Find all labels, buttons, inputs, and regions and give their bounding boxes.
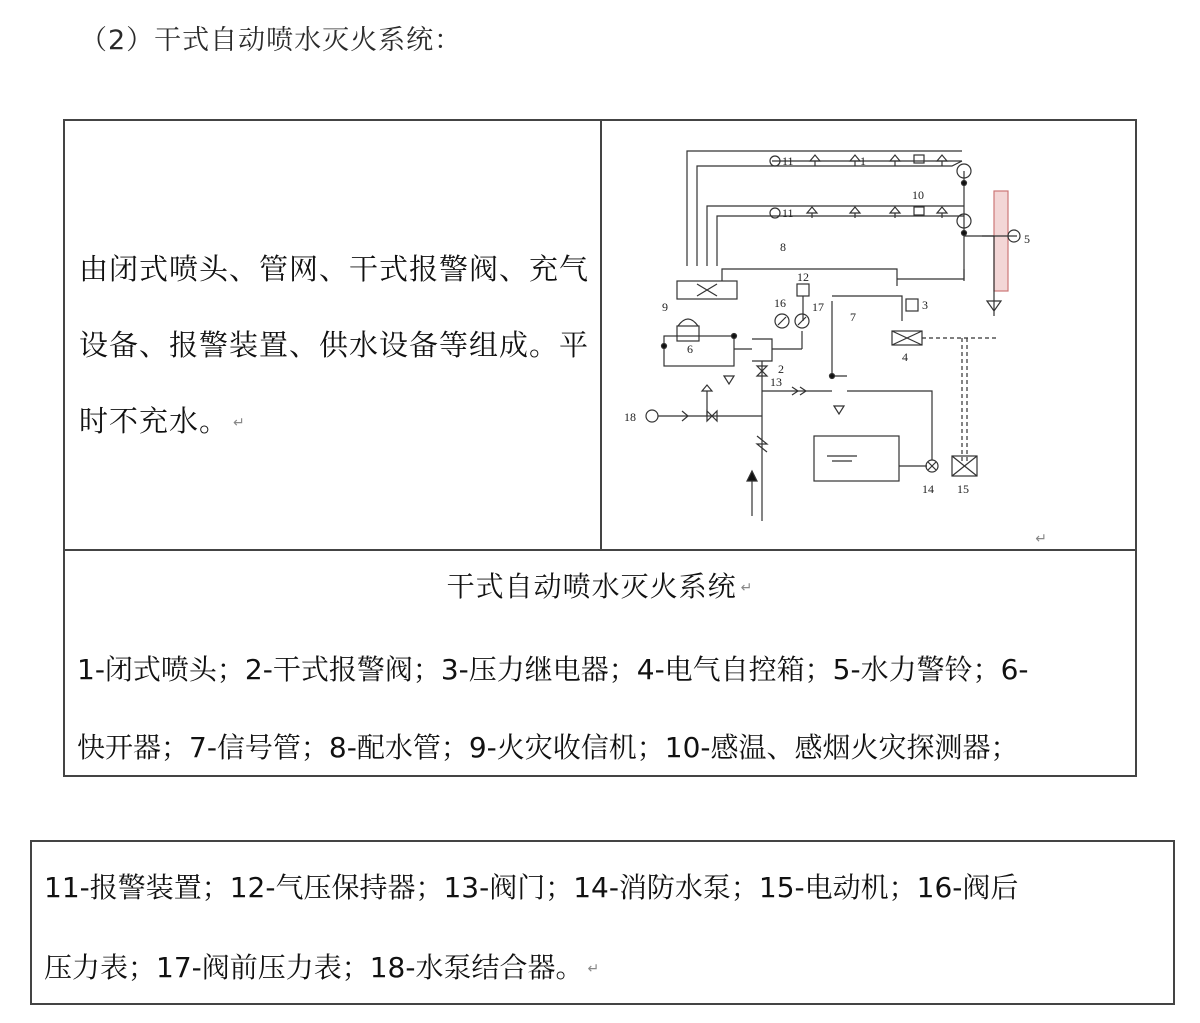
signal-pipe-right [832, 296, 902, 321]
diagram-caption: 干式自动喷水灭火系统 ↵ [446, 570, 754, 603]
signal-pipe-7 [832, 301, 847, 376]
label-11a: 11 [782, 154, 794, 168]
label-14: 14 [922, 482, 934, 496]
pipe-top-outer [687, 151, 962, 266]
air-pressure-maintainer [797, 284, 809, 296]
diagram-cell [602, 121, 1137, 549]
legend2-line-2: 压力表；17-阀前压力表；18-水泵结合器。 ↵ [44, 951, 600, 984]
label-16: 16 [774, 296, 786, 310]
description-cell [65, 121, 602, 549]
paragraph-mark: ↵ [233, 415, 246, 431]
water-tank [814, 436, 899, 481]
pump-connector-18 [646, 410, 658, 422]
quick-opener-body [677, 326, 699, 341]
pipe-upper-right [897, 269, 964, 279]
joint-dot [830, 374, 835, 379]
description-text [79, 231, 594, 461]
description-line-2: 设备、报警装置、供水设备等组成。平 [79, 328, 590, 362]
valve-small [702, 385, 712, 416]
description-line-1: 由闭式喷头、管网、干式报警阀、充气 [79, 252, 590, 286]
legend-line-2: 快开器；7-信号管；8-配水管；9-火灾收信机；10-感温、感烟火灾探测器； [77, 731, 1019, 764]
section-heading: （2）干式自动喷水灭火系统： [80, 25, 463, 56]
gauge-needle [778, 317, 786, 325]
joint-dot [962, 181, 967, 186]
label-7: 7 [850, 310, 856, 324]
label-15: 15 [957, 482, 969, 496]
sprinkler-head [850, 155, 860, 166]
label-2: 2 [778, 362, 784, 376]
label-3: 3 [922, 298, 928, 312]
paragraph-mark: ↵ [740, 580, 754, 596]
joint-dot [962, 231, 967, 236]
label-11b: 11 [782, 206, 794, 220]
legend-continuation-table [30, 840, 1175, 1005]
legend-text [77, 631, 1127, 787]
description-line-3: 时不充水。 ↵ [79, 404, 246, 438]
drain-funnel-center [834, 406, 844, 414]
quick-opener-dome [678, 319, 698, 326]
water-bell-wall [994, 191, 1008, 291]
paragraph-mark: ↵ [1035, 531, 1047, 547]
label-9: 9 [662, 300, 668, 314]
pump-riser [847, 391, 932, 460]
sprinkler-head [890, 155, 900, 166]
sprinkler-head [810, 155, 820, 166]
legend-continuation-text [44, 848, 1169, 1009]
label-1: 1 [860, 154, 866, 168]
paragraph-mark: ↵ [587, 961, 600, 977]
drain-funnel-left [724, 376, 734, 384]
joint-dot [662, 344, 667, 349]
pipe-mid-outer [707, 206, 964, 266]
gauge-needle [798, 317, 806, 325]
label-17: 17 [812, 300, 824, 314]
detector-box [914, 207, 924, 215]
pipe-mid-inner [717, 216, 964, 266]
sprinkler-head [937, 155, 947, 166]
label-8: 8 [780, 240, 786, 254]
inlet-arrowhead [747, 471, 757, 481]
label-13: 13 [770, 375, 782, 389]
system-table [63, 119, 1137, 777]
label-5: 5 [1024, 232, 1030, 246]
joint-dot [732, 334, 737, 339]
label-10: 10 [912, 188, 924, 202]
legend2-line-1: 11-报警装置；12-气压保持器；13-阀门；14-消防水泵；15-电动机；16-阀后 [44, 871, 1019, 904]
dry-alarm-valve [752, 339, 772, 361]
legend-line-1: 1-闭式喷头；2-干式报警阀；3-压力继电器；4-电气自控箱；5-水力警铃；6- [77, 653, 1029, 686]
detector-box [914, 155, 924, 163]
label-4: 4 [902, 350, 908, 364]
legend-cell [65, 549, 1135, 775]
pipe-top-inner [697, 161, 962, 266]
sprinkler-system-diagram [602, 121, 1137, 549]
pressure-relay-3 [906, 299, 918, 311]
label-6: 6 [687, 342, 693, 356]
label-12: 12 [797, 270, 809, 284]
label-18: 18 [624, 410, 636, 424]
